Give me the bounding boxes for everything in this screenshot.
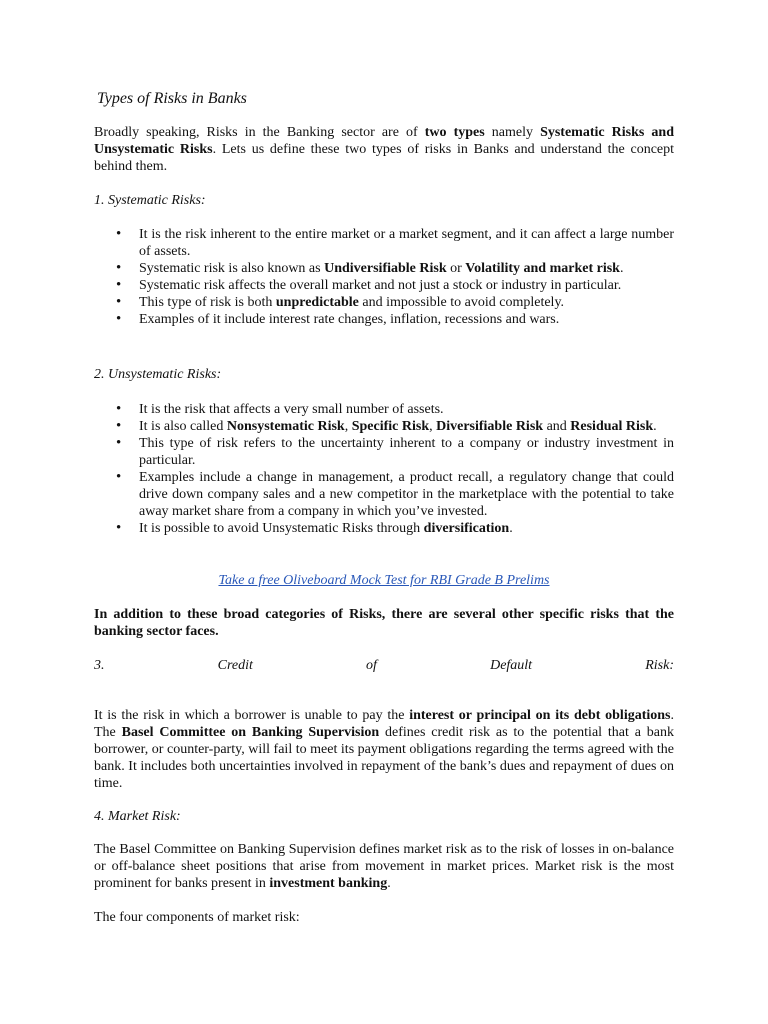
market-risk-components-intro: The four components of market risk: [94, 910, 300, 925]
document-title: Types of Risks in Banks [97, 90, 247, 107]
list-item: • Examples of it include interest rate changes, inflation, recessions and wars. [139, 311, 674, 328]
list-item: • Systematic risk affects the overall market and not just a stock or industry in particular. [139, 277, 674, 294]
intro-paragraph [94, 124, 674, 175]
list-item: • It is the risk that affects a very small number of assets. [139, 401, 674, 418]
mock-test-link[interactable]: Take a free Oliveboard Mock Test for RBI Grade B Prelims [218, 573, 550, 588]
market-risk-paragraph: The Basel Committee on Banking Supervision defines market risk as to the risk of losses in on-balance or off-balance sheet positions that arise from movement in market prices. Market risk is the most prominent for banks present in investment banking. [94, 842, 674, 891]
intro-bold: Systematic Risks and Unsystematic Risks [94, 125, 674, 157]
intro-text: . Lets us define these two types of risks in Banks and understand the concept behind them. [94, 142, 675, 174]
heading-word: Default [490, 658, 533, 673]
unsystematic-risk-list [139, 401, 674, 537]
heading-word: of [366, 658, 377, 673]
list-item: • Examples include a change in management, a product recall, a regulatory change that could drive down company sales and a new competitor in the marketplace with the potential to take away market share from a company in which you’ve invested. [139, 469, 674, 520]
intro-bold: two types [424, 125, 485, 140]
section-heading-systematic: 1. Systematic Risks: [94, 193, 206, 208]
heading-word: Credit [217, 658, 253, 673]
credit-risk-paragraph: It is the risk in which a borrower is unable to pay the interest or principal on its debt obligations. The Basel Committee on Banking Supervision defines credit risk as to the potential that a bank borrower, or counter-party, will fail to meet its payment obligations regarding the terms agreed with the bank. It includes both uncertainties involved in repayment of the bank’s dues and repayment of dues on time. [94, 708, 675, 791]
intro-text: Broadly speaking, Risks in the Banking sector are of [94, 125, 425, 140]
addition-paragraph: In addition to these broad categories of Risks, there are several other specific risks that the banking sector faces. [94, 607, 674, 639]
section-heading-unsystematic: 2. Unsystematic Risks: [94, 367, 222, 382]
list-item: • It is the risk inherent to the entire market or a market segment, and it can affect a large number of assets. [139, 226, 674, 260]
list-item: • It is possible to avoid Unsystematic Risks through diversification. [139, 520, 674, 537]
list-item: • This type of risk refers to the uncertainty inherent to a company or industry investment in particular. [139, 435, 674, 469]
systematic-risk-list [139, 226, 674, 328]
section-heading-market-risk: 4. Market Risk: [94, 809, 181, 824]
list-item: • Systematic risk is also known as Undiversifiable Risk or Volatility and market risk. [139, 260, 674, 277]
list-item: • It is also called Nonsystematic Risk, Specific Risk, Diversifiable Risk and Residual Risk. [139, 418, 674, 435]
intro-text: namely [484, 125, 541, 140]
section-heading-credit-risk [94, 657, 674, 674]
list-item: • This type of risk is both unpredictable and impossible to avoid completely. [139, 294, 674, 311]
heading-word: Risk: [645, 658, 674, 673]
mock-test-link-container [94, 572, 674, 589]
heading-word: 3. [94, 658, 105, 673]
